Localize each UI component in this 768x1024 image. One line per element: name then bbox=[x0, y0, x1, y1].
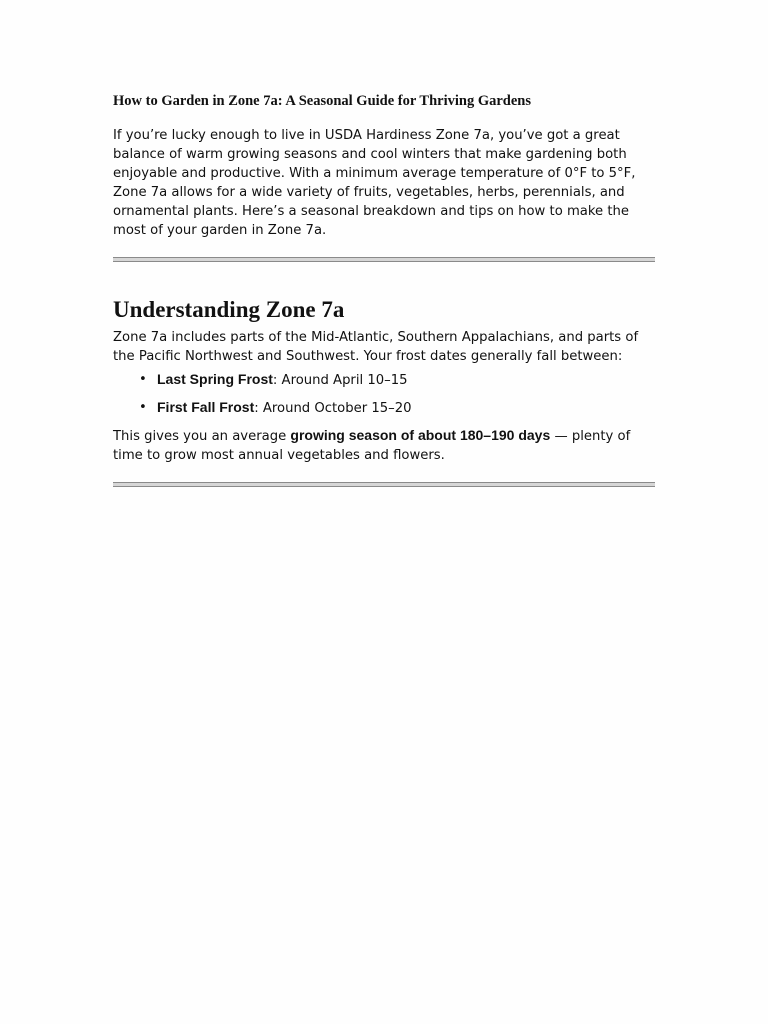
list-item-value: : Around October 15–20 bbox=[254, 401, 412, 416]
horizontal-rule bbox=[113, 482, 655, 487]
growing-season-emphasis: growing season of about 180–190 days bbox=[290, 427, 551, 443]
list-item bbox=[113, 370, 655, 390]
list-item-term: Last Spring Frost bbox=[157, 371, 273, 387]
intro-paragraph: If you’re lucky enough to live in USDA Hardiness Zone 7a, you’ve got a great balance of warm growing seasons and cool winters that make gardening both enjoyable and productive. With a minimum average temperature of 0°F to 5°F, Zone 7a allows for a wide variety of fruits, vegetables, herbs, perennials, and ornamental plants. Here’s a seasonal breakdown and tips on how to make the most of your garden in Zone 7a. bbox=[113, 128, 636, 238]
list-item bbox=[113, 398, 655, 418]
closing-text-start: This gives you an average bbox=[113, 429, 291, 444]
document-page bbox=[113, 92, 655, 487]
document-title: How to Garden in Zone 7a: A Seasonal Guide for Thriving Gardens bbox=[113, 93, 532, 109]
closing-text-end: — plenty of time to grow most annual vegetables and flowers. bbox=[113, 429, 631, 463]
horizontal-rule bbox=[113, 257, 655, 262]
list-item-value: : Around April 10–15 bbox=[272, 373, 408, 388]
closing-paragraph bbox=[113, 426, 655, 465]
section-heading: Understanding Zone 7a bbox=[113, 297, 345, 322]
frost-dates-list bbox=[113, 370, 655, 418]
list-item-term: First Fall Frost bbox=[157, 399, 255, 415]
bullet-icon: • bbox=[139, 400, 147, 415]
bullet-icon: • bbox=[139, 372, 147, 387]
section-paragraph: Zone 7a includes parts of the Mid-Atlantic, Southern Appalachians, and parts of the Pacific Northwest and Southwest. Your frost dates generally fall between: bbox=[113, 330, 639, 364]
